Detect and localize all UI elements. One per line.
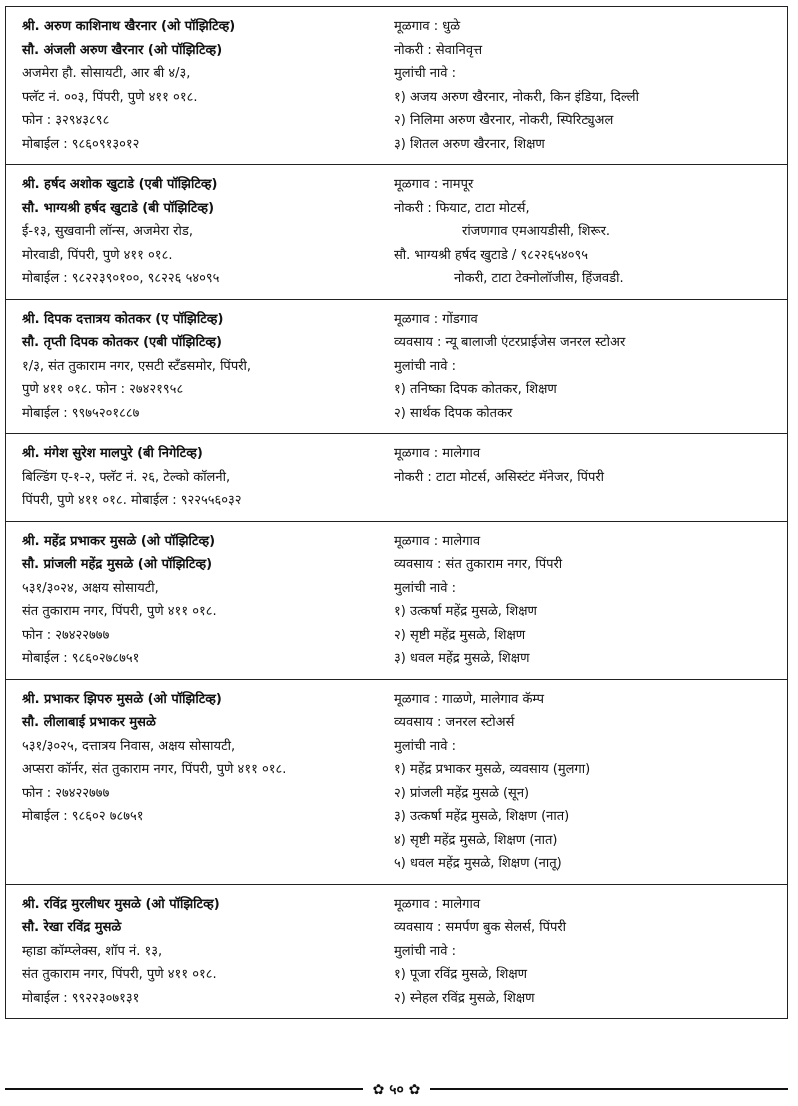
member-name: श्री. रविंद्र मुरलीधर मुसळे (ओ पॉझिटिव्ह) (22, 896, 220, 912)
detail-line: मुलांची नावे : (394, 358, 457, 374)
detail-line: २) स्नेहल रविंद्र मुसळे, शिक्षण (394, 990, 535, 1006)
detail-line: १) अजय अरुण खैरनार, नोकरी, किन इंडिया, दिल्ली (394, 89, 639, 105)
detail-line: मूळगाव : गाळणे, मालेगाव कॅम्प (394, 691, 544, 707)
detail-line: सौ. भाग्यश्री हर्षद खुटाडे / ९८२२६५४०९५ (394, 247, 589, 263)
contact-details (22, 530, 394, 671)
detail-line: मुलांची नावे : (394, 738, 457, 754)
member-name: सौ. अंजली अरुण खैरनार (ओ पॉझिटिव्ह) (22, 42, 223, 58)
detail-line: व्यवसाय : न्यू बालाजी एंटरप्राईजेस जनरल स्टोअर (394, 335, 626, 350)
detail-line: नोकरी, टाटा टेक्नोलॉजीस, हिंजवडी. (454, 271, 624, 286)
detail-line: २) सार्थक दिपक कोतकर (394, 405, 513, 421)
ornament-left-icon: ✿ (372, 1081, 385, 1098)
member-name: श्री. प्रभाकर झिपरु मुसळे (ओ पॉझिटिव्ह) (22, 691, 222, 707)
detail-line: १/३, संत तुकाराम नगर, एसटी स्टँडसमोर, पिंपरी, (22, 358, 252, 374)
detail-line: मोबाईल : ९८६०२ ७८७५१ (22, 809, 144, 824)
detail-line: नोकरी : सेवानिवृत्त (394, 42, 483, 58)
detail-line: मोबाईल : ९८६०२७८७५१ (22, 651, 140, 666)
directory-entry (6, 300, 787, 435)
detail-line: मूळगाव : नामपूर (394, 177, 474, 192)
detail-line: २) निलिमा अरुण खैरनार, नोकरी, स्पिरिट्युअल (394, 113, 614, 128)
detail-line: फोन : २७४२२७७७ (22, 785, 110, 801)
detail-line: १) पूजा रविंद्र मुसळे, शिक्षण (394, 967, 528, 982)
page-footer (5, 1080, 788, 1098)
detail-line: मोरवाडी, पिंपरी, पुणे ४११ ०१८. (22, 247, 173, 263)
contact-details (22, 893, 394, 1011)
detail-line: मूळगाव : गोंडगाव (394, 311, 478, 327)
detail-line: ३) शितल अरुण खैरनार, शिक्षण (394, 136, 545, 152)
detail-line: ४) सृष्टी महेंद्र मुसळे, शिक्षण (नात) (394, 832, 558, 848)
member-name: सौ. तृप्ती दिपक कोतकर (एबी पॉझिटिव्ह) (22, 335, 223, 350)
member-name: सौ. रेखा रविंद्र मुसळे (22, 920, 122, 935)
detail-line: मूळगाव : मालेगाव (394, 446, 481, 461)
contact-details (22, 173, 394, 291)
detail-line: व्यवसाय : समर्पण बुक सेलर्स, पिंपरी (394, 920, 567, 935)
contact-details (22, 688, 394, 876)
detail-line: संत तुकाराम नगर, पिंपरी, पुणे ४११ ०१८. (22, 604, 217, 619)
directory-entry (6, 7, 787, 165)
member-name: श्री. महेंद्र प्रभाकर मुसळे (ओ पॉझिटिव्ह) (22, 533, 216, 549)
family-details (394, 688, 775, 876)
detail-line: २) सृष्टी महेंद्र मुसळे, शिक्षण (394, 627, 526, 643)
detail-line: नोकरी : टाटा मोटर्स, असिस्टंट मॅनेजर, पिंपरी (394, 469, 605, 485)
contact-details (22, 15, 394, 156)
detail-line: १) महेंद्र प्रभाकर मुसळे, व्यवसाय (मुलगा) (394, 762, 591, 777)
family-details (394, 893, 775, 1011)
detail-line: पिंपरी, पुणे ४११ ०१८. मोबाईल : ९२२५५६०३२ (22, 493, 242, 508)
detail-line: मोबाईल : ९८२२३९०१००, ९८२२६ ५४०९५ (22, 271, 220, 286)
directory-entries (5, 6, 788, 1019)
detail-line: मुलांची नावे : (394, 580, 457, 596)
family-details (394, 173, 775, 291)
member-name: श्री. दिपक दत्तात्रय कोतकर (ए पॉझिटिव्ह) (22, 311, 224, 327)
detail-line: संत तुकाराम नगर, पिंपरी, पुणे ४११ ०१८. (22, 967, 217, 982)
detail-line: ई-१३, सुखवानी लॉन्स, अजमेरा रोड, (22, 224, 193, 239)
detail-line: मूळगाव : धुळे (394, 19, 461, 34)
detail-line: मूळगाव : मालेगाव (394, 896, 481, 912)
detail-line: मूळगाव : मालेगाव (394, 533, 481, 549)
member-name: श्री. हर्षद अशोक खुटाडे (एबी पॉझिटिव्ह) (22, 177, 218, 192)
detail-line: १) तनिष्का दिपक कोतकर, शिक्षण (394, 382, 557, 397)
detail-line: फोन : २७४२२७७७ (22, 627, 110, 643)
family-details (394, 15, 775, 156)
detail-line: ५३१/३०२४, अक्षय सोसायटी, (22, 580, 159, 596)
footer-rule-left (5, 1088, 363, 1091)
detail-line: मुलांची नावे : (394, 66, 457, 81)
page-number (363, 1080, 431, 1099)
detail-line: मोबाईल : ९९७५२०१८८७ (22, 405, 140, 421)
detail-line: बिल्डिंग ए-१-२, फ्लॅट नं. २६, टेल्को कॉलनी, (22, 469, 231, 485)
member-name: सौ. लीलाबाई प्रभाकर मुसळे (22, 715, 156, 730)
detail-line: मोबाईल : ९८६०९१३०१२ (22, 136, 140, 152)
ornament-right-icon: ✿ (408, 1081, 421, 1098)
contact-details (22, 442, 394, 513)
detail-line: ३) धवल महेंद्र मुसळे, शिक्षण (394, 651, 530, 666)
directory-entry (6, 680, 787, 885)
member-name: श्री. मंगेश सुरेश मालपुरे (बी निगेटिव्ह) (22, 446, 203, 461)
detail-line: म्हाडा कॉम्प्लेक्स, शॉप नं. १३, (22, 943, 163, 959)
detail-line: व्यवसाय : जनरल स्टोअर्स (394, 715, 515, 730)
member-name: श्री. अरुण काशिनाथ खैरनार (ओ पॉझिटिव्ह) (22, 19, 236, 34)
detail-line: व्यवसाय : संत तुकाराम नगर, पिंपरी (394, 557, 563, 572)
directory-entry (6, 165, 787, 300)
footer-rule-right (430, 1088, 788, 1091)
detail-line: फोन : ३२९४३८९८ (22, 113, 110, 128)
detail-line: २) प्रांजली महेंद्र मुसळे (सून) (394, 785, 530, 801)
contact-details (22, 308, 394, 426)
member-name: सौ. प्रांजली महेंद्र मुसळे (ओ पॉझिटिव्ह) (22, 557, 213, 572)
directory-entry (6, 885, 787, 1019)
family-details (394, 442, 775, 513)
detail-line: अप्सरा कॉर्नर, संत तुकाराम नगर, पिंपरी, पुणे ४११ ०१८. (22, 762, 287, 777)
directory-entry (6, 434, 787, 522)
detail-line: रांजणगाव एमआयडीसी, शिरूर. (462, 224, 611, 239)
directory-entry (6, 522, 787, 680)
detail-line: नोकरी : फियाट, टाटा मोटर्स, (394, 200, 530, 216)
detail-line: ५३१/३०२५, दत्तात्रय निवास, अक्षय सोसायटी, (22, 738, 236, 754)
detail-line: पुणे ४११ ०१८. फोन : २७४२१९५८ (22, 382, 184, 397)
detail-line: ३) उत्कर्षा महेंद्र मुसळे, शिक्षण (नात) (394, 809, 570, 824)
family-details (394, 530, 775, 671)
page-number-text: ५० (389, 1081, 404, 1098)
member-name: सौ. भाग्यश्री हर्षद खुटाडे (बी पॉझिटिव्ह) (22, 200, 215, 216)
detail-line: मोबाईल : ९९२२३०७१३१ (22, 990, 140, 1006)
detail-line: फ्लॅट नं. ००३, पिंपरी, पुणे ४११ ०१८. (22, 89, 198, 105)
detail-line: मुलांची नावे : (394, 943, 457, 959)
family-details (394, 308, 775, 426)
detail-line: ५) धवल महेंद्र मुसळे, शिक्षण (नातू) (394, 856, 562, 871)
detail-line: १) उत्कर्षा महेंद्र मुसळे, शिक्षण (394, 604, 537, 619)
detail-line: अजमेरा हौ. सोसायटी, आर बी ४/३, (22, 66, 191, 81)
